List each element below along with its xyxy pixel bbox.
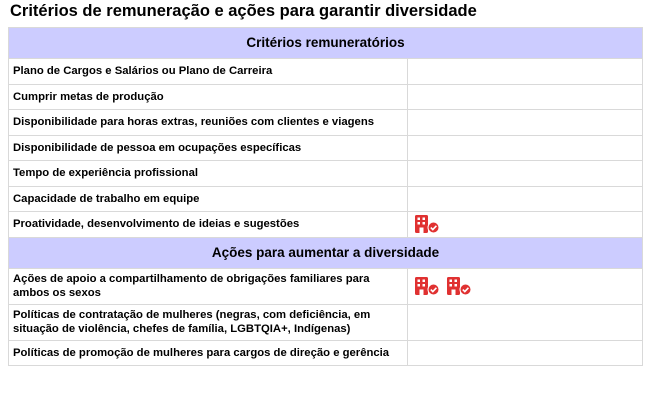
section-header-remuneration: [9, 28, 643, 59]
section-header-label: Critérios remuneratórios: [9, 28, 643, 59]
row-icons: [408, 84, 643, 110]
table-row: [9, 186, 643, 212]
row-label: Disponibilidade de pessoa em ocupações específicas: [9, 135, 408, 161]
row-icons: [408, 340, 643, 366]
row-icons: [408, 186, 643, 212]
row-icons: [408, 135, 643, 161]
row-label: Políticas de promoção de mulheres para cargos de direção e gerência: [9, 340, 408, 366]
criteria-table: [8, 27, 643, 366]
row-label: Políticas de contratação de mulheres (negras, com deficiência, em situação de violência, chefes de família, LGBTQIA+, Indígenas): [9, 304, 408, 340]
row-icons: [408, 212, 643, 238]
table-row: [9, 304, 643, 340]
section-header-label: Ações para aumentar a diversidade: [9, 237, 643, 268]
building-check-icon: [414, 276, 440, 296]
page-title: Critérios de remuneração e ações para garantir diversidade: [10, 2, 477, 20]
row-label: Ações de apoio a compartilhamento de obrigações familiares para ambos os sexos: [9, 268, 408, 304]
table-row: [9, 59, 643, 85]
table-row: [9, 161, 643, 187]
building-check-icon: [414, 214, 440, 234]
table-row: [9, 212, 643, 238]
row-icons: [408, 161, 643, 187]
table-row: [9, 268, 643, 304]
table-row: [9, 340, 643, 366]
row-label: Disponibilidade para horas extras, reuniões com clientes e viagens: [9, 110, 408, 136]
row-label: Plano de Cargos e Salários ou Plano de Carreira: [9, 59, 408, 85]
table-row: [9, 110, 643, 136]
table-row: [9, 135, 643, 161]
row-icons: [408, 59, 643, 85]
row-icons: [408, 268, 643, 304]
table-row: [9, 84, 643, 110]
row-label: Cumprir metas de produção: [9, 84, 408, 110]
section-header-diversity: [9, 237, 643, 268]
row-icons: [408, 304, 643, 340]
row-icons: [408, 110, 643, 136]
row-label: Capacidade de trabalho em equipe: [9, 186, 408, 212]
building-check-icon: [446, 276, 472, 296]
row-label: Proatividade, desenvolvimento de ideias e sugestões: [9, 212, 408, 238]
row-label: Tempo de experiência profissional: [9, 161, 408, 187]
